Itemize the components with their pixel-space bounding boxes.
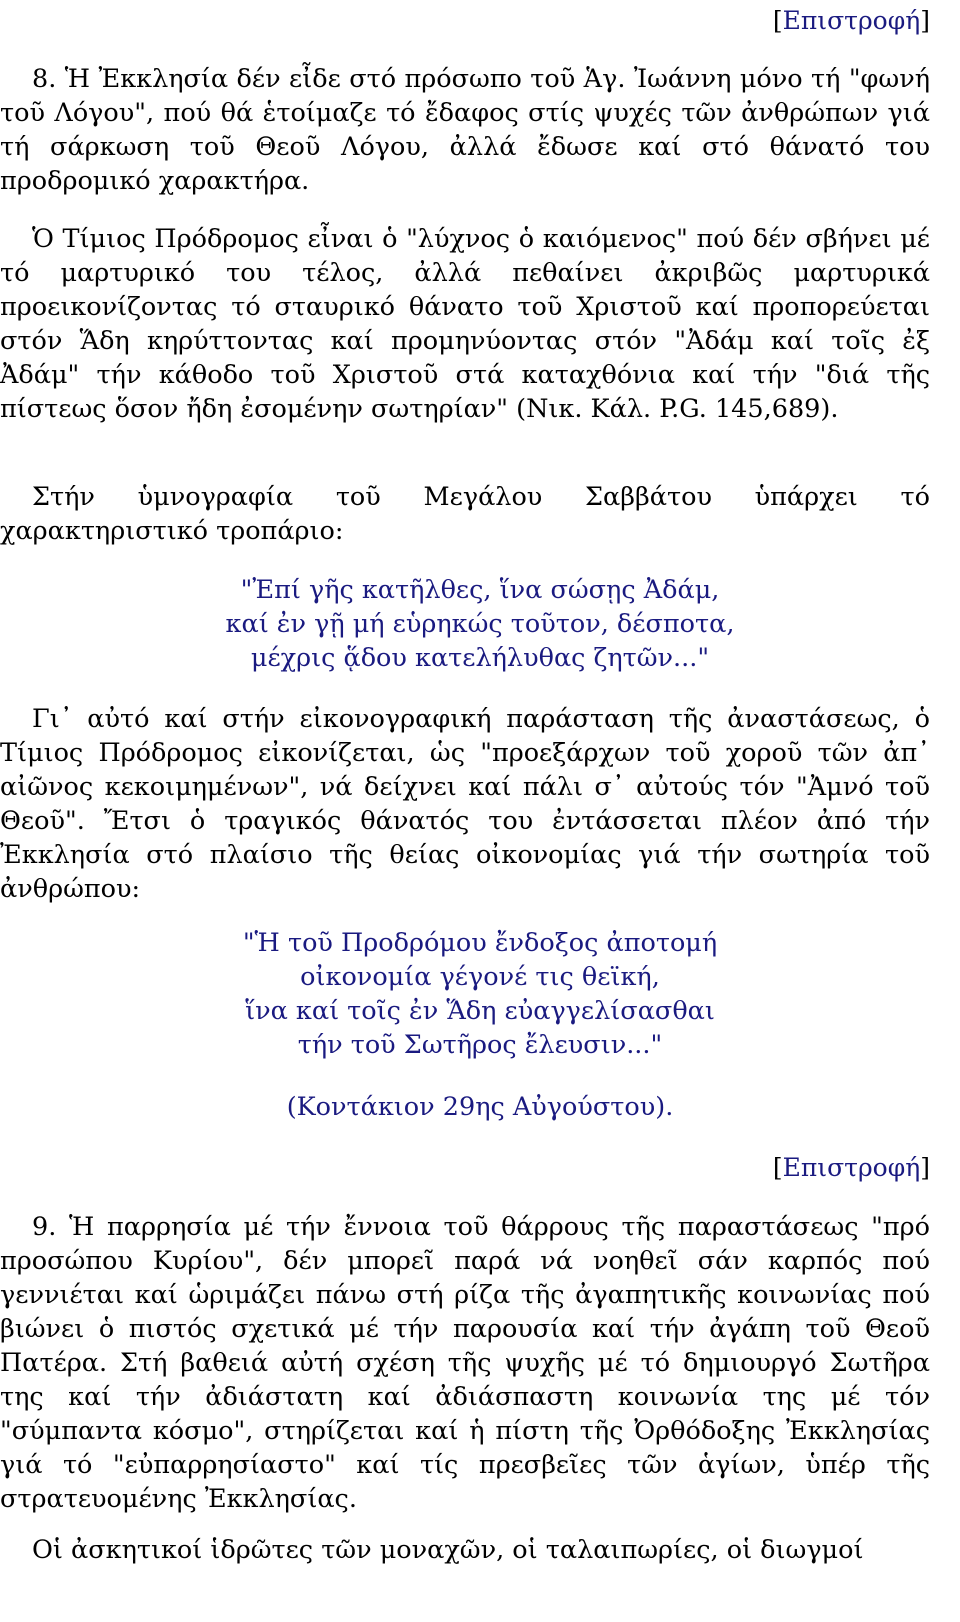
note-8-paragraph-3: Στήν ὑμνογραφία τοῦ Μεγάλου Σαββάτου ὑπάρχει τό χαρακτηριστικό τροπάριο: [0,482,930,546]
hymn-line: ἵνα καί τοῖς ἐν Ἅδη εὐαγγελίσασθαι [245,996,715,1026]
hymn-line: τήν τοῦ Σωτῆρος ἔλευσιν..." [297,1030,663,1060]
back-link-label: Επιστροφή [782,6,921,35]
note-8-paragraph: 8. Ἡ Ἐκκλησία δέν εἶδε στό πρόσωπο τοῦ Ἁγ. Ἰωάννη μόνο τή "φωνή τοῦ Λόγου", πού θά ἑτοίμαζε τό ἔδαφος στίς ψυχές τῶν ἀνθρώπων γιά τή σάρκωση τοῦ Θεοῦ Λόγου, ἀλλά ἔδωσε καί στό θάνατό του προδρομικό χαρακτήρα. [0,64,930,196]
hymn-citation: (Κοντάκιον 29ης Αὐγούστου). [286,1092,674,1122]
note-8-paragraph-2: Ὁ Τίμιος Πρόδρομος εἶναι ὁ "λύχνος ὁ καιόμενος" πού δέν σβήνει μέ τό μαρτυρικό του τέλος, ἀλλά πεθαίνει ἀκριβῶς μαρτυρικά προεικονίζοντας τό σταυρικό θάνατο τοῦ Χριστοῦ καί προπορεύεται στόν Ἅδη κηρύττοντας καί προμηνύοντας στόν "Ἀδάμ καί τοῖς ἐξ Ἀδάμ" τήν κάθοδο τοῦ Χριστοῦ στά καταχθόνια καί τήν "διά τῆς πίστεως ὅσον ἤδη ἐσομένην σωτηρίαν" (Νικ. Κάλ. P.G. 145,689). [0,224,930,424]
back-link-top[interactable]: [Επιστροφή] [772,6,930,35]
hymn-line: "Ἐπί γῆς κατῆλθες, ἵνα σώσῃς Ἀδάμ, [240,575,720,605]
hymn-line: καί ἐν γῇ μή εὑρηκώς τοῦτον, δέσποτα, [225,609,735,639]
back-link-bottom[interactable]: [Επιστροφή] [772,1153,930,1182]
note-9-paragraph-2: Οἱ ἀσκητικοί ἱδρῶτες τῶν μοναχῶν, οἱ ταλαιπωρίες, οἱ διωγμοί [32,1535,864,1565]
hymn-line: μέχρις ᾅδου κατελήλυθας ζητῶν..." [250,643,710,673]
note-9-paragraph: 9. Ἡ παρρησία μέ τήν ἔννοια τοῦ θάρρους τῆς παραστάσεως "πρό προσώπου Κυρίου", δέν μπορεῖ παρά νά νοηθεῖ σάν καρπός πού γεννιέται καί ὡριμάζει πάνω στή ρίζα τῆς ἀγαπητικῆς κοινωνίας πού βιώνει ὁ πιστός σχετικά μέ τήν παρουσία καί τήν ἀγάπη τοῦ Θεοῦ Πατέρα. Στή βαθειά αὐτή σχέση τῆς ψυχῆς μέ τό δημιουργό Σωτῆρα της καί τήν ἀδιάστατη καί ἀδιάσπαστη κοινωνία της μέ τόν "σύμπαντα κόσμο", στηρίζεται καί ἡ πίστη τῆς Ὀρθόδοξης Ἐκκλησίας γιά τό "εὐπαρρησίαστο" καί τίς πρεσβεῖες τῶν ἁγίων, ὑπέρ τῆς στρατευομένης Ἐκκλησίας. [0,1212,930,1514]
hymn-line: οἰκονομία γέγονέ τις θεϊκή, [300,962,660,992]
back-link-label: Επιστροφή [782,1153,921,1182]
hymn-line: "Ἡ τοῦ Προδρόμου ἔνδοξος ἀποτομή [242,928,718,958]
note-8-paragraph-4: Γι᾽ αὐτό καί στήν εἰκονογραφική παράσταση τῆς ἀναστάσεως, ὁ Τίμιος Πρόδρομος εἰκονίζεται, ὡς "προεξάρχων τοῦ χοροῦ τῶν ἀπ᾽ αἰῶνος κεκοιμημένων", νά δείχνει καί πάλι σ᾽ αὐτούς τόν "Ἀμνό τοῦ Θεοῦ". Ἔτσι ὁ τραγικός θάνατός του ἐντάσσεται πλέον ἀπό τήν Ἐκκλησία στό πλαίσιο τῆς θείας οἰκονομίας γιά τήν σωτηρία τοῦ ἀνθρώπου: [0,704,930,904]
hymn-quote-2 [0,926,960,1062]
hymn-quote-1 [0,573,960,675]
